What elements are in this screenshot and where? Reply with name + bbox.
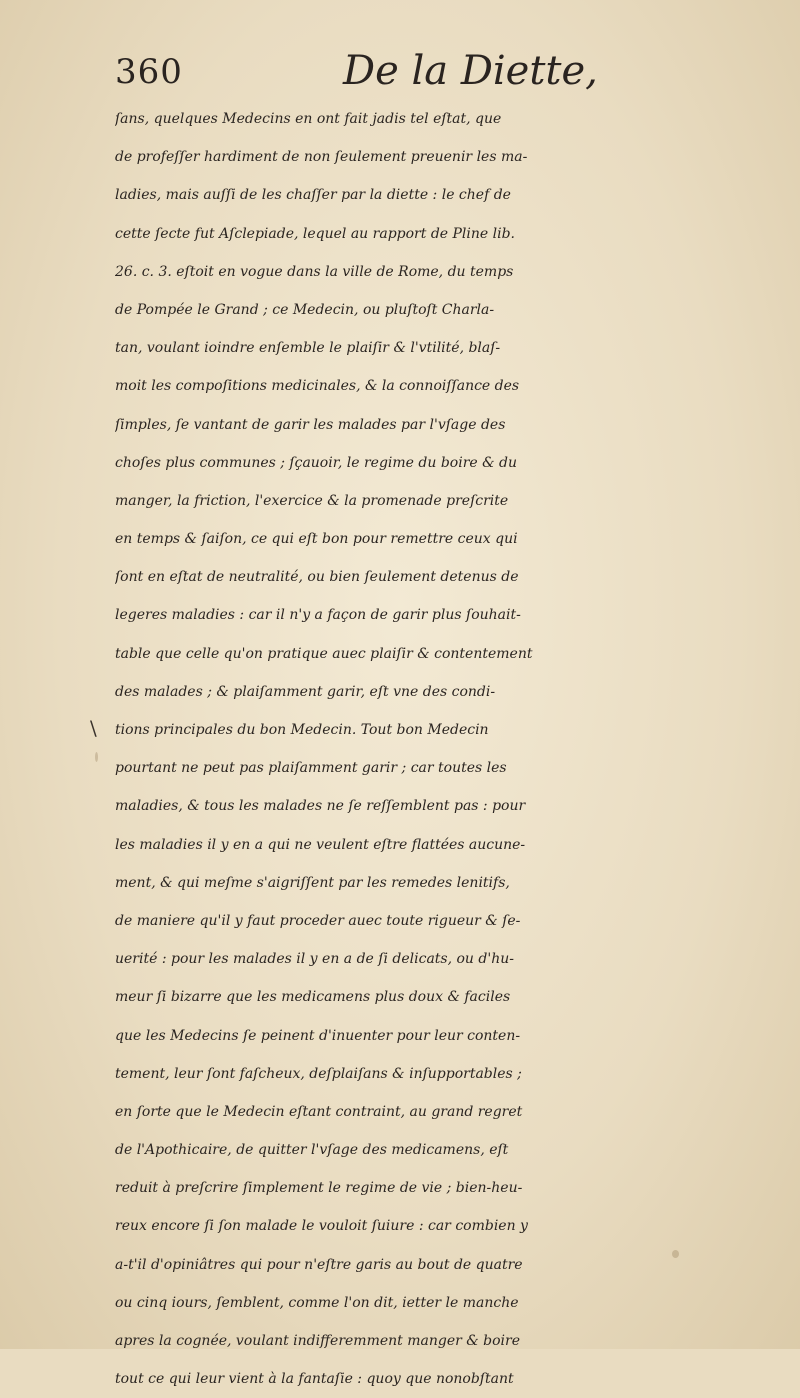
text-line: meur ſi bizarre que les medicamens plus doux & faciles [115,989,511,1006]
text-line: 26. c. 3. eſtoit en vogue dans la ville de Rome, du temps [115,263,514,280]
text-line: tement, leur ſont faſcheux, deſplaiſans & inſupportables ; [115,1065,522,1082]
body-text [115,100,795,1398]
text-line: les maladies il y en a qui ne veulent eſtre flattées aucune- [115,836,526,853]
text-line: moit les compoſitions medicinales, & la connoiſſance des [115,378,520,395]
text-line: uerité : pour les malades il y en a de ſi delicats, ou d'hu- [115,951,514,968]
text-line: ou cinq iours, ſemblent, comme l'on dit, ietter le manche [115,1294,519,1311]
text-line: tout ce qui leur vient à la fantaſie : quoy que nonobſtant [115,1371,514,1388]
text-line: choſes plus communes ; ſçauoir, le regime du boire & du [115,454,518,471]
text-line: de l'Apothicaire, de quitter l'vſage des medicamens, eſt [115,1142,509,1159]
text-line: de maniere qu'il y faut proceder auec toute rigueur & ſe- [115,912,521,929]
text-line: ſimples, ſe vantant de garir les malades par l'vſage des [115,416,506,433]
text-line: table que celle qu'on pratique auec plaiſir & contentement [115,645,533,662]
text-line: ment, & qui meſme s'aigriſſent par les remedes lenitifs, [115,874,510,891]
text-line: ladies, mais auſſi de les chaſſer par la diette : le chef de [115,187,511,204]
text-line: de Pompée le Grand ; ce Medecin, ou pluſtoſt Charla- [115,301,495,318]
text-line: cette ſecte fut Aſclepiade, lequel au rapport de Pline lib. [115,225,516,242]
text-line: a-t'il d'opiniâtres qui pour n'eſtre garis au bout de quatre [115,1256,523,1273]
text-line: manger, la friction, l'exercice & la promenade preſcrite [115,492,509,509]
text-line: legeres maladies : car il n'y a façon de garir plus ſouhait- [115,607,521,624]
paper-stain [95,752,98,762]
text-line: reux encore ſi ſon malade le vouloit ſuiure : car combien y [115,1218,528,1235]
text-line: en temps & ſaiſon, ce qui eſt bon pour remettre ceux qui [115,531,518,548]
margin-mark: \ [90,716,97,740]
page-number: 360 [115,52,183,92]
running-title: De la Diette, [343,48,598,94]
text-line: en ſorte que le Medecin eſtant contraint, au grand regret [115,1103,523,1120]
text-line: tions principales du bon Medecin. Tout bon Medecin [115,722,489,738]
text-line: des malades ; & plaiſamment garir, eſt vne des condi- [115,683,496,700]
text-line: de profeſſer hardiment de non ſeulement preuenir les ma- [115,149,528,166]
text-line: maladies, & tous les malades ne ſe reſſemblent pas : pour [115,798,526,815]
text-line: reduit à preſcrire ſimplement le regime de vie ; bien-heu- [115,1180,523,1197]
text-line: ſont en eſtat de neutralité, ou bien ſeulement detenus de [115,569,519,586]
page-header [115,48,715,102]
text-line: ſans, quelques Medecins en ont fait jadis tel eſtat, que [115,111,502,127]
text-line: tan, voulant ioindre enſemble le plaiſir & l'vtilité, blaſ- [115,340,501,357]
text-line: que les Medecins ſe peinent d'inuenter pour leur conten- [115,1027,521,1044]
text-line: apres la cognée, voulant indifferemment manger & boire [115,1333,521,1349]
text-line: pourtant ne peut pas plaiſamment garir ; car toutes les [115,760,507,777]
